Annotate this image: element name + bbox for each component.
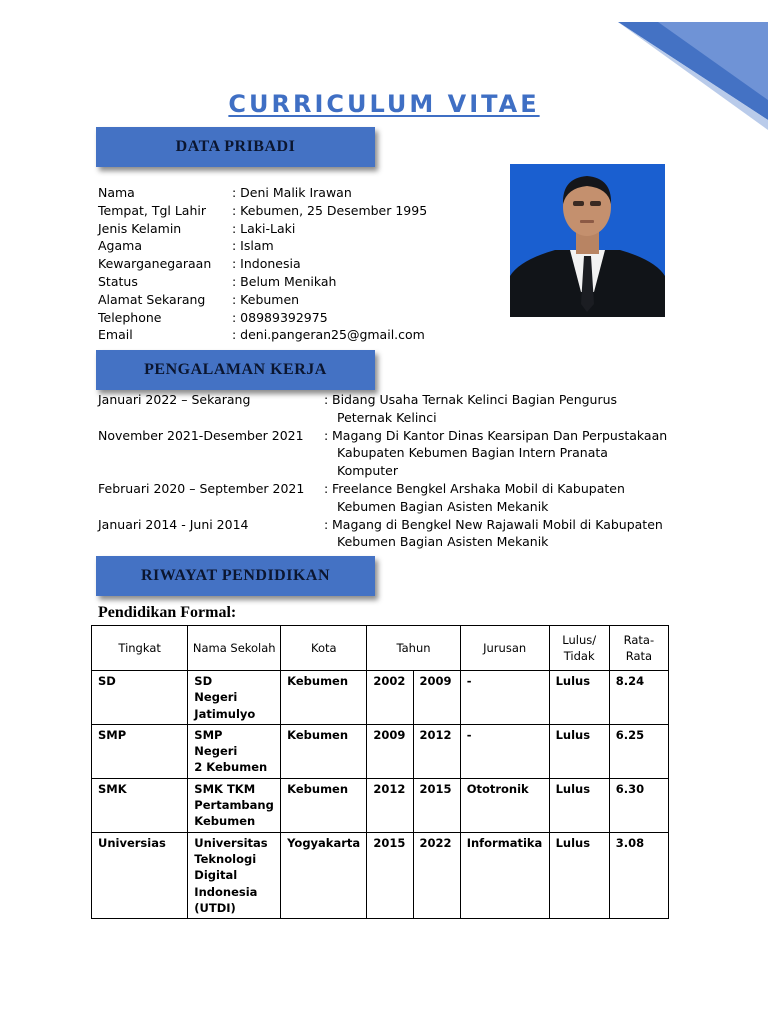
section-header-personal: DATA PRIBADI [96, 127, 375, 167]
work-item: Februari 2020 – September 2021 : Freelance Bengkel Arshaka Mobil di Kabupaten Kebumen Bagian Asisten Mekanik [98, 480, 678, 516]
column-header-lulus: Lulus/ Tidak [549, 626, 609, 671]
cell-lulus: Lulus [549, 724, 609, 778]
work-period: November 2021-Desember 2021 [98, 427, 304, 443]
work-description [332, 516, 678, 552]
personal-label: Telephone [98, 309, 162, 325]
cell-nama-sekolah: SMK TKM Pertambang Kebumen [188, 778, 281, 832]
cell-jurusan: Ototronik [460, 778, 549, 832]
personal-value: : Laki-Laki [232, 220, 296, 236]
column-header-kota: Kota [281, 626, 367, 671]
work-line: Bidang Usaha Ternak Kelinci Bagian Pengurus [332, 392, 618, 407]
work-line: Magang di Bengkel New Rajawali Mobil di Kabupaten [332, 516, 663, 532]
cell-tingkat: Universias [92, 832, 188, 918]
personal-label: Nama [98, 185, 135, 200]
cell-tahun-keluar: 2009 [413, 671, 460, 725]
formal-education-label: Pendidikan Formal: [98, 604, 237, 621]
cell-kota: Yogyakarta [281, 832, 367, 918]
work-line: Kabupaten Kebumen Bagian Intern Pranata [337, 445, 608, 461]
work-item: November 2021-Desember 2021 : Magang Di Kantor Dinas Kearsipan Dan Perpustakaan Kabupaten Kebumen Bagian Intern Pranata Komputer [98, 427, 678, 480]
table-row [92, 778, 669, 832]
cell-lulus: Lulus [549, 778, 609, 832]
table-row [92, 724, 669, 778]
personal-row [98, 237, 427, 255]
work-description [332, 391, 678, 427]
personal-label: Tempat, Tgl Lahir [98, 202, 206, 218]
cv-title: CURRICULUM VITAE [228, 90, 540, 118]
cell-rata: 8.24 [609, 671, 668, 725]
personal-row [98, 220, 427, 238]
section-header-education: RIWAYAT PENDIDIKAN [96, 556, 375, 596]
personal-label: Email [98, 327, 133, 343]
cell-lulus: Lulus [549, 832, 609, 918]
personal-value: : Islam [232, 238, 274, 254]
work-period: Februari 2020 – September 2021 [98, 480, 305, 496]
work-line: Komputer [337, 463, 398, 479]
table-row [92, 671, 669, 725]
table-row [92, 832, 669, 918]
cell-tahun-keluar: 2012 [413, 724, 460, 778]
table-header-row [92, 626, 669, 671]
cell-nama-sekolah: Universitas Teknologi Digital Indonesia (UTDI) [188, 832, 281, 918]
cell-rata: 3.08 [609, 832, 668, 918]
personal-row [98, 184, 427, 202]
cell-nama-sekolah: SD Negeri Jatimulyo [188, 671, 281, 725]
personal-label: Alamat Sekarang [98, 291, 206, 307]
cell-tahun-masuk: 2015 [367, 832, 413, 918]
column-header-tingkat: Tingkat [92, 626, 188, 671]
work-line: Magang Di Kantor Dinas Kearsipan Dan Perpustakaan [332, 427, 668, 443]
cell-tahun-masuk: 2009 [367, 724, 413, 778]
personal-row [98, 202, 427, 220]
work-description [332, 480, 678, 516]
personal-value: : 08989392975 [232, 309, 328, 325]
cell-tingkat: SMP [92, 724, 188, 778]
work-description [332, 427, 678, 480]
column-header-rata: Rata-Rata [609, 626, 668, 671]
personal-row [98, 326, 427, 344]
education-table [91, 625, 669, 919]
cell-jurusan: - [460, 724, 549, 778]
profile-photo [510, 164, 665, 317]
work-period: Januari 2014 - Juni 2014 [98, 516, 249, 532]
personal-label: Jenis Kelamin [98, 220, 182, 236]
work-line: Peternak Kelinci [337, 409, 437, 425]
cell-lulus: Lulus [549, 671, 609, 725]
cell-tahun-masuk: 2012 [367, 778, 413, 832]
column-header-nama-sekolah: Nama Sekolah [188, 626, 281, 671]
cell-kota: Kebumen [281, 778, 367, 832]
column-header-tahun: Tahun [367, 626, 460, 671]
cell-kota: Kebumen [281, 671, 367, 725]
personal-row [98, 273, 427, 291]
cell-tahun-keluar: 2015 [413, 778, 460, 832]
personal-row [98, 309, 427, 327]
personal-value: : deni.pangeran25@gmail.com [232, 327, 425, 343]
cell-kota: Kebumen [281, 724, 367, 778]
column-header-jurusan: Jurusan [460, 626, 549, 671]
cell-tingkat: SD [92, 671, 188, 725]
work-experience-list [98, 391, 678, 551]
personal-label: Agama [98, 238, 142, 254]
work-line: Kebumen Bagian Asisten Mekanik [337, 498, 549, 514]
cell-jurusan: Informatika [460, 832, 549, 918]
work-line: Kebumen Bagian Asisten Mekanik [337, 534, 549, 550]
work-period: Januari 2022 – Sekarang [98, 392, 251, 407]
section-header-work: PENGALAMAN KERJA [96, 350, 375, 390]
personal-value: : Deni Malik Irawan [232, 185, 352, 200]
personal-value: : Kebumen, 25 Desember 1995 [232, 202, 428, 218]
personal-info-list [98, 184, 427, 344]
cell-jurusan: - [460, 671, 549, 725]
cell-tingkat: SMK [92, 778, 188, 832]
personal-value: : Kebumen [232, 291, 300, 307]
personal-label: Status [98, 273, 138, 289]
work-item: Januari 2014 - Juni 2014 : Magang di Bengkel New Rajawali Mobil di Kabupaten Kebumen Bagian Asisten Mekanik [98, 516, 678, 552]
cell-tahun-keluar: 2022 [413, 832, 460, 918]
work-item: Januari 2022 – Sekarang : Bidang Usaha Ternak Kelinci Bagian Pengurus Peternak Kelinci [98, 391, 678, 427]
personal-value: : Belum Menikah [232, 273, 337, 289]
cell-rata: 6.25 [609, 724, 668, 778]
cell-nama-sekolah: SMP Negeri 2 Kebumen [188, 724, 281, 778]
personal-row [98, 255, 427, 273]
cell-rata: 6.30 [609, 778, 668, 832]
personal-label: Kewarganegaraan [98, 256, 212, 272]
personal-value: : Indonesia [232, 256, 301, 272]
personal-row [98, 291, 427, 309]
cell-tahun-masuk: 2002 [367, 671, 413, 725]
work-line: Freelance Bengkel Arshaka Mobil di Kabupaten [332, 480, 625, 496]
